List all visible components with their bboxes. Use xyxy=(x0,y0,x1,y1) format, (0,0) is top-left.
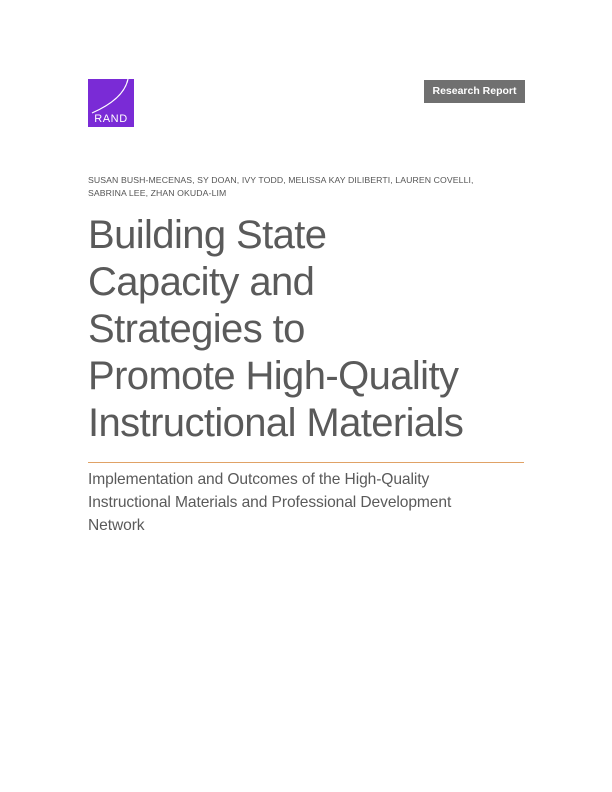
page-subtitle xyxy=(88,468,528,537)
subtitle-line: Instructional Materials and Professional Development xyxy=(88,494,452,511)
title-divider xyxy=(88,462,524,463)
author-line: SABRINA LEE, ZHAN OKUDA-LIM xyxy=(88,188,227,198)
title-line: Building State xyxy=(88,213,327,257)
logo-text: RAND xyxy=(94,113,128,125)
title-line: Capacity and xyxy=(88,260,315,304)
subtitle-line: Implementation and Outcomes of the High-Quality xyxy=(88,471,430,488)
author-list xyxy=(88,174,528,200)
page-title xyxy=(88,212,528,447)
title-line: Promote High-Quality xyxy=(88,354,459,398)
title-line: Instructional Materials xyxy=(88,401,464,445)
rand-logo xyxy=(88,79,134,127)
report-type-badge: Research Report xyxy=(424,80,525,103)
subtitle-line: Network xyxy=(88,517,145,534)
title-line: Strategies to xyxy=(88,307,305,351)
author-line: SUSAN BUSH-MECENAS, SY DOAN, IVY TODD, MELISSA KAY DILIBERTI, LAUREN COVELLI, xyxy=(88,175,474,185)
